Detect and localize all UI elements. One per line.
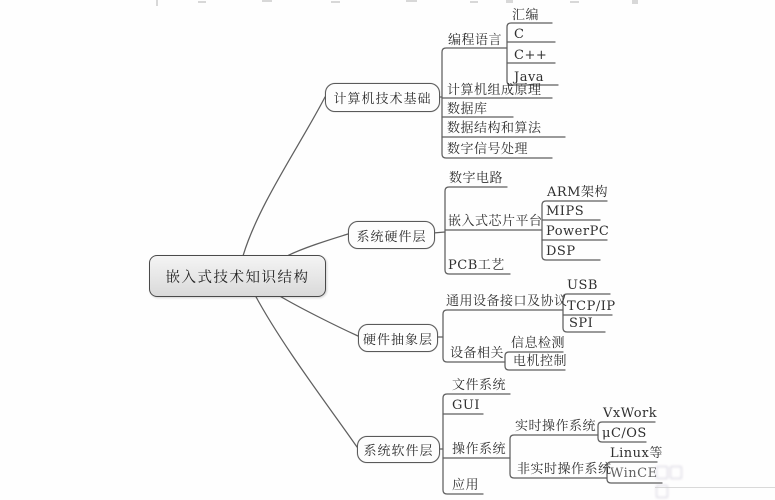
node-ucos: μC/OS (602, 426, 647, 441)
branch-computer-basics (325, 83, 440, 112)
node-device-interfaces: 通用设备接口及协议 (446, 294, 568, 309)
node-usb: USB (567, 278, 598, 293)
node-dsp-chip: DSP (546, 244, 576, 259)
scan-artifact (570, 1, 579, 3)
node-vxwork: VxWork (603, 406, 658, 421)
node-powerpc: PowerPC (546, 224, 610, 239)
node-data-structures: 数据结构和算法 (447, 121, 542, 136)
node-tcpip: TCP/IP (567, 299, 616, 314)
node-gui: GUI (452, 398, 480, 413)
branch-label: 计算机技术基础 (333, 92, 432, 107)
node-dsp-processing: 数字信号处理 (447, 142, 529, 157)
scan-artifact (406, 0, 417, 2)
node-pcb: PCB工艺 (448, 258, 505, 273)
branch-hal (358, 324, 438, 352)
node-application: 应用 (452, 478, 480, 493)
node-java: Java (514, 70, 545, 85)
branch-label: 硬件抽象层 (362, 332, 433, 348)
node-operating-system: 操作系统 (452, 442, 507, 457)
node-database: 数据库 (447, 102, 488, 117)
scan-artifact (262, 0, 272, 2)
scan-artifact (470, 1, 478, 3)
node-chip-platform: 嵌入式芯片平台 (448, 214, 543, 229)
scan-artifact (198, 1, 206, 3)
node-spi: SPI (569, 316, 594, 331)
root-node-label: 嵌入式技术知识结构 (165, 269, 310, 286)
node-non-rtos: 非实时操作系统 (517, 462, 612, 477)
scan-artifact (331, 1, 340, 3)
node-info-detection: 信息检测 (511, 336, 566, 351)
branch-label: 系统硬件层 (356, 229, 427, 245)
node-programming-language: 编程语言 (448, 33, 503, 48)
scan-line (655, 487, 775, 488)
node-assembly: 汇编 (512, 8, 540, 23)
node-device-related: 设备相关 (450, 346, 505, 361)
node-c: C (514, 27, 525, 42)
node-mips: MIPS (546, 204, 585, 219)
node-file-system: 文件系统 (452, 378, 507, 393)
node-digital-circuits: 数字电路 (449, 171, 504, 186)
node-computer-organization: 计算机组成原理 (447, 83, 542, 98)
node-linux: Linux等 (610, 446, 663, 461)
node-motor-control: 电机控制 (513, 354, 568, 369)
branch-hardware-layer (348, 221, 435, 249)
watermark-smudge (656, 466, 696, 481)
node-arm: ARM架构 (547, 185, 608, 200)
branch-label: 系统软件层 (363, 444, 434, 459)
scan-artifact (632, 0, 638, 4)
branch-software-layer (357, 436, 440, 463)
node-rtos: 实时操作系统 (515, 419, 597, 434)
root-node (149, 255, 326, 297)
node-cpp: C++ (514, 48, 548, 63)
scan-artifact (156, 0, 158, 6)
node-wince: WinCE (610, 466, 658, 481)
scan-artifact (506, 0, 513, 3)
